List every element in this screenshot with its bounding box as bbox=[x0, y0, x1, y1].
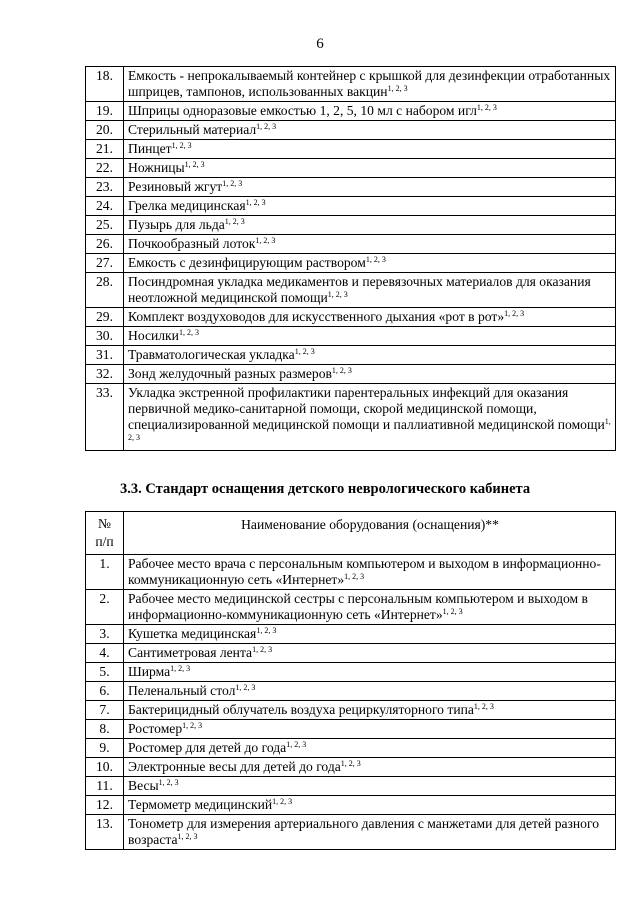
table-row bbox=[86, 682, 616, 701]
table-row bbox=[86, 254, 616, 273]
footnote-reference: 1, 2, 3 bbox=[344, 572, 365, 581]
row-number: 2. bbox=[86, 590, 124, 625]
table-row bbox=[86, 346, 616, 365]
row-number: 11. bbox=[86, 777, 124, 796]
row-item-cell bbox=[124, 758, 616, 777]
row-number: 25. bbox=[86, 216, 124, 235]
item-name: Грелка медицинская bbox=[128, 198, 246, 213]
footnote-reference: 1, 2, 3 bbox=[256, 626, 277, 635]
table-row bbox=[86, 701, 616, 720]
item-name: Носилки bbox=[128, 328, 179, 343]
row-item-cell bbox=[124, 178, 616, 197]
row-item-cell bbox=[124, 235, 616, 254]
item-name: Пузырь для льда bbox=[128, 217, 225, 232]
page-number: 6 bbox=[316, 36, 324, 52]
footnote-reference: 1, 2, 3 bbox=[177, 832, 198, 841]
footnote-reference: 1, 2, 3 bbox=[286, 740, 307, 749]
table-row bbox=[86, 140, 616, 159]
row-number: 29. bbox=[86, 308, 124, 327]
footnote-reference: 1, 2, 3 bbox=[442, 607, 463, 616]
row-item-cell bbox=[124, 327, 616, 346]
row-item-cell bbox=[124, 644, 616, 663]
footnote-reference: 1, 2, 3 bbox=[331, 366, 352, 375]
footnote-reference: 1, 2, 3 bbox=[222, 179, 243, 188]
table-row bbox=[86, 644, 616, 663]
row-item-cell bbox=[124, 796, 616, 815]
row-item-cell bbox=[124, 555, 616, 590]
item-name: Укладка экстренной профилактики парентеральных инфекций для оказания первичной медико-санитарной помощи, скорой медицинской помощи, специализированной медицинской помощи и паллиативной медицинской помощи bbox=[128, 385, 605, 432]
section-heading: 3.3. Стандарт оснащения детского неврологического кабинета bbox=[120, 481, 531, 497]
footnote-reference: 1, 2, 3 bbox=[504, 309, 525, 318]
row-number: 26. bbox=[86, 235, 124, 254]
row-number: 32. bbox=[86, 365, 124, 384]
item-name: Пинцет bbox=[128, 141, 172, 156]
footnote-reference: 1, 2, 3 bbox=[272, 797, 293, 806]
item-name: Посиндромная укладка медикаментов и перевязочных материалов для оказания неотложной медицинской помощи bbox=[128, 274, 591, 305]
footnote-reference: 1, 2, 3 bbox=[171, 141, 192, 150]
item-name: Резиновый жгут bbox=[128, 179, 223, 194]
item-name: Стерильный материал bbox=[128, 122, 257, 137]
footnote-reference: 1, 2, 3 bbox=[340, 759, 361, 768]
item-name: Рабочее место врача с персональным компьютером и выходом в информационно-коммуникационную сеть «Интернет» bbox=[128, 556, 601, 587]
table-row bbox=[86, 777, 616, 796]
equipment-table-continued bbox=[85, 66, 616, 451]
row-number: 12. bbox=[86, 796, 124, 815]
table-row bbox=[86, 67, 616, 102]
row-number: 31. bbox=[86, 346, 124, 365]
row-number: 7. bbox=[86, 701, 124, 720]
row-number: 5. bbox=[86, 663, 124, 682]
footnote-reference: 1, 2, 3 bbox=[235, 683, 256, 692]
row-item-cell bbox=[124, 590, 616, 625]
table-row bbox=[86, 720, 616, 739]
row-item-cell bbox=[124, 254, 616, 273]
row-number: 1. bbox=[86, 555, 124, 590]
footnote-reference: 1, 2, 3 bbox=[252, 645, 273, 654]
row-item-cell bbox=[124, 720, 616, 739]
item-name: Ширма bbox=[128, 664, 171, 679]
table-body bbox=[86, 67, 616, 451]
row-item-cell bbox=[124, 701, 616, 720]
footnote-reference: 1, 2, 3 bbox=[184, 160, 205, 169]
footnote-reference: 1, 2, 3 bbox=[294, 347, 315, 356]
row-number: 10. bbox=[86, 758, 124, 777]
item-name: Ножницы bbox=[128, 160, 185, 175]
header-number-sign: № bbox=[98, 516, 111, 531]
table-row bbox=[86, 739, 616, 758]
row-item-cell bbox=[124, 308, 616, 327]
row-item-cell bbox=[124, 346, 616, 365]
table-row bbox=[86, 590, 616, 625]
row-item-cell bbox=[124, 815, 616, 850]
table-body bbox=[86, 555, 616, 850]
row-number: 22. bbox=[86, 159, 124, 178]
footnote-reference: 1, 2, 3 bbox=[476, 103, 497, 112]
item-name: Весы bbox=[128, 778, 159, 793]
footnote-reference: 1, 2, 3 bbox=[387, 84, 408, 93]
row-number: 19. bbox=[86, 102, 124, 121]
row-number: 13. bbox=[86, 815, 124, 850]
item-name: Термометр медицинский bbox=[128, 797, 273, 812]
item-name: Рабочее место медицинской сестры с персональным компьютером и выходом в информационно-коммуникационную сеть «Интернет» bbox=[128, 591, 588, 622]
table-row bbox=[86, 121, 616, 140]
header-number-abbrev: п/п bbox=[95, 534, 114, 549]
table-row bbox=[86, 273, 616, 308]
table-row bbox=[86, 815, 616, 850]
table-row bbox=[86, 663, 616, 682]
item-name: Емкость - непрокалываемый контейнер с крышкой для дезинфекции отработанных шприцев, тампонов, использованных вакцин bbox=[128, 68, 611, 99]
header-number-column bbox=[86, 512, 124, 555]
table-row bbox=[86, 327, 616, 346]
table-row bbox=[86, 197, 616, 216]
table-row bbox=[86, 178, 616, 197]
footnote-reference: 1, 2, 3 bbox=[224, 217, 245, 226]
item-name: Емкость с дезинфицирующим раствором bbox=[128, 255, 366, 270]
row-number: 33. bbox=[86, 384, 124, 451]
item-name: Почкообразный лоток bbox=[128, 236, 256, 251]
item-name: Ростомер для детей до года bbox=[128, 740, 287, 755]
item-name: Сантиметровая лента bbox=[128, 645, 253, 660]
footnote-reference: 1, 2, 3 bbox=[178, 328, 199, 337]
row-number: 20. bbox=[86, 121, 124, 140]
row-number: 27. bbox=[86, 254, 124, 273]
item-name: Электронные весы для детей до года bbox=[128, 759, 341, 774]
neurology-equipment-table bbox=[85, 511, 616, 850]
row-item-cell bbox=[124, 140, 616, 159]
row-number: 23. bbox=[86, 178, 124, 197]
table-header bbox=[86, 512, 616, 555]
row-item-cell bbox=[124, 159, 616, 178]
table-row bbox=[86, 555, 616, 590]
item-name: Пеленальный стол bbox=[128, 683, 236, 698]
row-item-cell bbox=[124, 67, 616, 102]
item-name: Кушетка медицинская bbox=[128, 626, 257, 641]
table-row bbox=[86, 796, 616, 815]
item-name: Ростомер bbox=[128, 721, 183, 736]
row-item-cell bbox=[124, 216, 616, 235]
row-item-cell bbox=[124, 777, 616, 796]
item-name: Травматологическая укладка bbox=[128, 347, 295, 362]
row-item-cell bbox=[124, 121, 616, 140]
row-item-cell bbox=[124, 384, 616, 451]
table-row bbox=[86, 235, 616, 254]
row-item-cell bbox=[124, 739, 616, 758]
table-row bbox=[86, 758, 616, 777]
row-item-cell bbox=[124, 682, 616, 701]
row-number: 3. bbox=[86, 625, 124, 644]
row-number: 28. bbox=[86, 273, 124, 308]
table-row bbox=[86, 102, 616, 121]
footnote-reference: 1, 2, 3 bbox=[327, 290, 348, 299]
footnote-reference: 1, 2, 3 bbox=[473, 702, 494, 711]
table-row bbox=[86, 384, 616, 451]
row-number: 18. bbox=[86, 67, 124, 102]
footnote-reference: 1, 2, 3 bbox=[245, 198, 266, 207]
footnote-reference: 1, 2, 3 bbox=[256, 122, 277, 131]
table-row bbox=[86, 365, 616, 384]
row-number: 21. bbox=[86, 140, 124, 159]
row-number: 8. bbox=[86, 720, 124, 739]
item-name: Комплект воздуховодов для искусственного дыхания «рот в рот» bbox=[128, 309, 505, 324]
row-number: 30. bbox=[86, 327, 124, 346]
row-number: 4. bbox=[86, 644, 124, 663]
row-number: 24. bbox=[86, 197, 124, 216]
item-name: Бактерицидный облучатель воздуха рециркуляторного типа bbox=[128, 702, 474, 717]
row-item-cell bbox=[124, 273, 616, 308]
footnote-reference: 1, 2, 3 bbox=[128, 417, 611, 442]
footnote-reference: 1, 2, 3 bbox=[365, 255, 386, 264]
header-row bbox=[86, 512, 616, 555]
row-item-cell bbox=[124, 625, 616, 644]
row-item-cell bbox=[124, 365, 616, 384]
footnote-reference: 1, 2, 3 bbox=[182, 721, 203, 730]
header-name-column: Наименование оборудования (оснащения)** bbox=[124, 512, 616, 555]
row-item-cell bbox=[124, 663, 616, 682]
row-number: 9. bbox=[86, 739, 124, 758]
footnote-reference: 1, 2, 3 bbox=[158, 778, 179, 787]
row-item-cell bbox=[124, 197, 616, 216]
item-name: Шприцы одноразовые емкостью 1, 2, 5, 10 мл с набором игл bbox=[128, 103, 477, 118]
row-item-cell bbox=[124, 102, 616, 121]
item-name: Тонометр для измерения артериального давления с манжетами для детей разного возраста bbox=[128, 816, 600, 847]
footnote-reference: 1, 2, 3 bbox=[255, 236, 276, 245]
table-row bbox=[86, 625, 616, 644]
item-name: Зонд желудочный разных размеров bbox=[128, 366, 332, 381]
table-row bbox=[86, 308, 616, 327]
footnote-reference: 1, 2, 3 bbox=[170, 664, 191, 673]
table-row bbox=[86, 159, 616, 178]
row-number: 6. bbox=[86, 682, 124, 701]
table-row bbox=[86, 216, 616, 235]
